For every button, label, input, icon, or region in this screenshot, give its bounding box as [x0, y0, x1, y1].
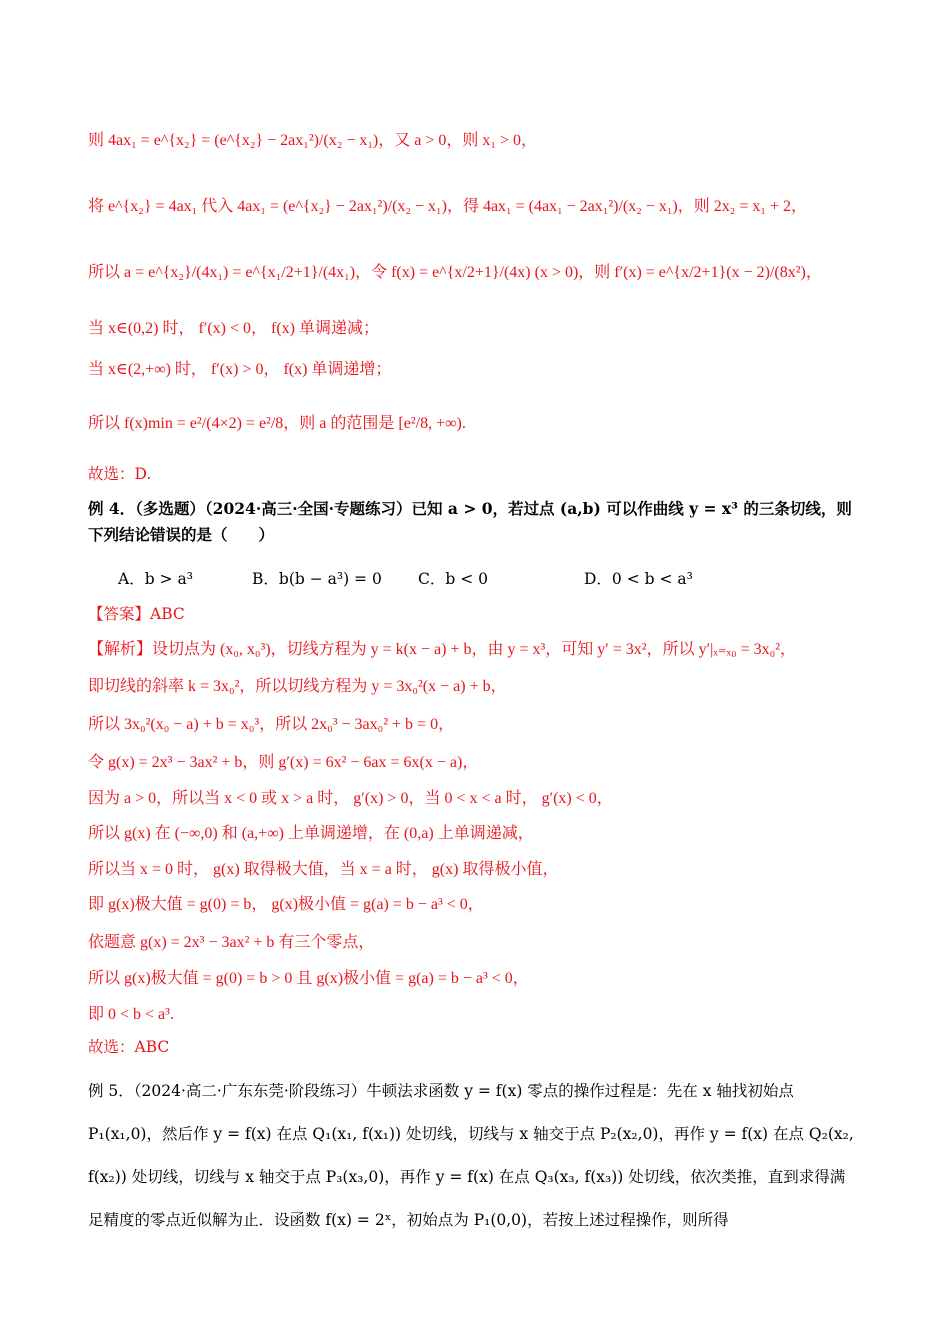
- analysis-line-5: 因为 a > 0，所以当 x < 0 或 x > a 时， g′(x) > 0，当 0 < x < a 时， g′(x) < 0，: [88, 790, 613, 807]
- answer-label: 【答案】ABC: [88, 605, 185, 623]
- line-answer-choice-d: 故选：D.: [88, 465, 152, 483]
- line-derivation-2: 将 e^{x₂} = 4ax₁ 代入 4ax₁ = (e^{x₂} − 2ax₁²)/(x₂ − x₁)，得 4ax₁ = (4ax₁ − 2ax₁²)/(x₂ − x₁)，则 2x₂ = x₁ + 2，: [88, 198, 807, 215]
- analysis-line-1: 【解析】设切点为 (x₀, x₀³)，切线方程为 y = k(x − a) + b，由 y = x³，可知 y′ = 3x²，所以 y′|ₓ₌ₓ₀ = 3x₀²，: [88, 641, 796, 658]
- analysis-line-10: 所以 g(x)极大值 = g(0) = b > 0 且 g(x)极小值 = g(a) = b − a³ < 0，: [88, 970, 529, 987]
- line-monotonic-increase: 当 x∈(2,+∞) 时， f′(x) > 0， f(x) 单调递增；: [88, 361, 392, 378]
- option-c: C．b < 0: [418, 570, 488, 588]
- example-4-question: [88, 496, 860, 548]
- answer-choice-abc: 故选：ABC: [88, 1038, 170, 1056]
- option-d: D．0 < b < a³: [584, 570, 693, 588]
- analysis-line-4: 令 g(x) = 2x³ − 3ax² + b，则 g′(x) = 6x² − 6ax = 6x(x − a)，: [88, 754, 479, 771]
- line-monotonic-decrease: 当 x∈(0,2) 时， f′(x) < 0， f(x) 单调递减；: [88, 320, 379, 337]
- analysis-line-9: 依题意 g(x) = 2x³ − 3ax² + b 有三个零点，: [88, 934, 375, 951]
- analysis-line-8: 即 g(x)极大值 = g(0) = b， g(x)极小值 = g(a) = b − a³ < 0，: [88, 896, 484, 913]
- example-5-question: 例 5．（2024·高二·广东东莞·阶段练习）牛顿法求函数 y = f(x) 零点的操作过程是：先在 x 轴找初始点 P₁(x₁,0)，然后作 y = f(x) 在点 Q₁(x₁, f(x₁)) 处切线，切线与 x 轴交于点 P₂(x₂,0)，再作 y = f(x) 在点 Q₂(x₂, f(x₂)) 处切线，切线与 x 轴交于点 P₃(x₃,0)，再作 y = f(x) 在点 Q₃(x₃, f(x₃)) 处切线，依次类推，直到求得满足精度的零点近似解为止．设函数 f(x) = 2ˣ，初始点为 P₁(0,0)，若按上述过程操作，则所得: [88, 1082, 854, 1229]
- analysis-line-2: 即切线的斜率 k = 3x₀²，所以切线方程为 y = 3x₀²(x − a) + b，: [88, 678, 507, 695]
- line-derivation-3: 所以 a = e^{x₂}/(4x₁) = e^{x₁/2+1}/(4x₁)，令 f(x) = e^{x/2+1}/(4x) (x > 0)，则 f′(x) = e^{x/2+1}(x − 2)/(8x²)，: [88, 264, 822, 281]
- example-4-text: 例 4．（多选题）（2024·高三·全国·专题练习）已知 a > 0，若过点 (a,b) 可以作曲线 y = x³ 的三条切线，则下列结论错误的是（ ）: [88, 499, 852, 544]
- analysis-line-11: 即 0 < b < a³.: [88, 1006, 174, 1023]
- line-derivation-1: 则 4ax₁ = e^{x₂} = (e^{x₂} − 2ax₁²)/(x₂ − x₁)，又 a > 0，则 x₁ > 0，: [88, 132, 537, 149]
- option-a: A．b > a³: [118, 570, 193, 588]
- option-b: B．b(b − a³) = 0: [252, 570, 382, 588]
- analysis-line-7: 所以当 x = 0 时， g(x) 取得极大值，当 x = a 时， g(x) 取得极小值，: [88, 861, 559, 878]
- analysis-line-3: 所以 3x₀²(x₀ − a) + b = x₀³，所以 2x₀³ − 3ax₀² + b = 0，: [88, 716, 455, 733]
- analysis-line-6: 所以 g(x) 在 (−∞,0) 和 (a,+∞) 上单调递增，在 (0,a) 上单调递减，: [88, 825, 534, 842]
- line-minimum-range: 所以 f(x)min = e²/(4×2) = e²/8，则 a 的范围是 [e²/8, +∞).: [88, 415, 466, 432]
